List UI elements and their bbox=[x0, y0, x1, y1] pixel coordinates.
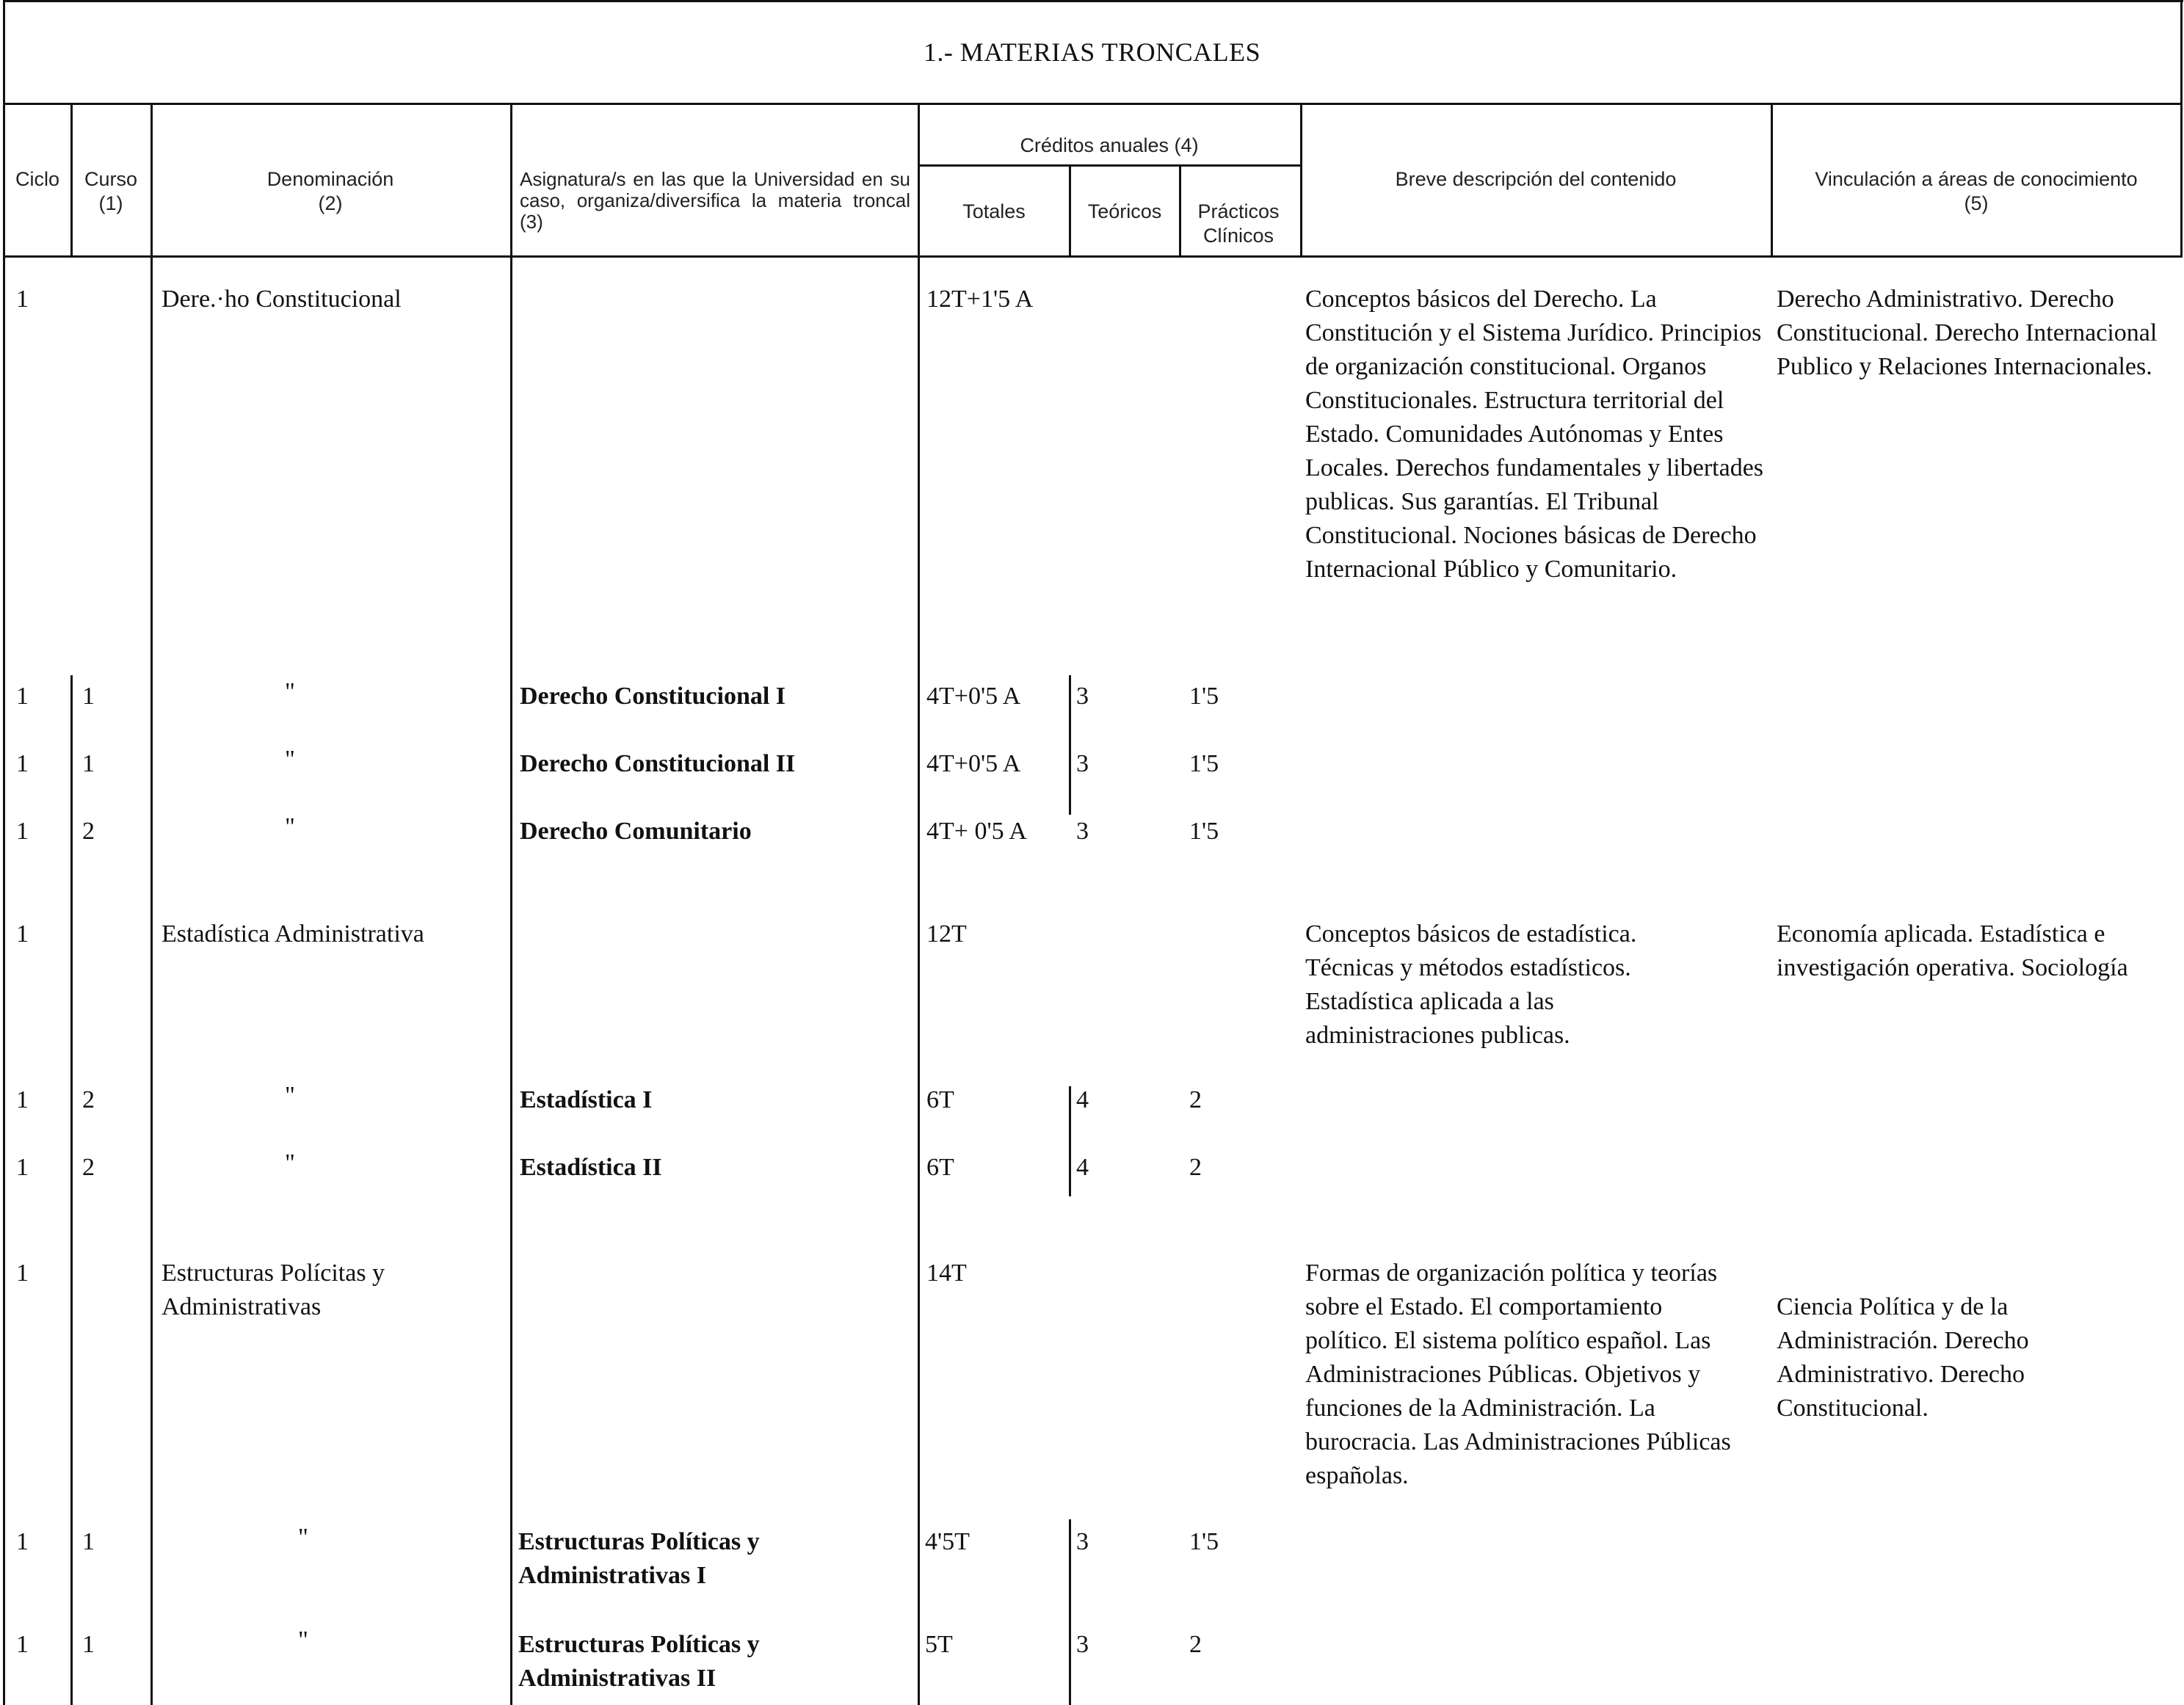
row-4-denominacion: Estadística Administrativa bbox=[162, 920, 424, 948]
row-2-curso: 1 bbox=[82, 750, 95, 777]
row-6-teoricos: 4 bbox=[1076, 1154, 1089, 1181]
row-2-asignatura: Derecho Constitucional II bbox=[520, 750, 796, 777]
row-2-teoricos: 3 bbox=[1076, 750, 1089, 777]
row-0-ciclo: 1 bbox=[16, 286, 29, 313]
header-col-sep-4 bbox=[918, 103, 920, 257]
title-divider bbox=[3, 103, 2183, 105]
row-8-asignatura: Estructuras Políticas y Administrativas I bbox=[518, 1528, 760, 1589]
row-1-asignatura: Derecho Constitucional I bbox=[520, 683, 786, 710]
row-5-totales: 6T bbox=[926, 1086, 954, 1113]
row-9-curso: 1 bbox=[82, 1631, 95, 1658]
row-2-denominacion: " bbox=[285, 746, 295, 773]
row-0-vinculacion: Derecho Administrativo. Derecho Constitucional. Derecho Internacional Publico y Relaciones Internacionales. bbox=[1777, 286, 2158, 380]
header-col-sep-7 bbox=[1300, 103, 1302, 257]
body-col-sep-teoricos-b bbox=[1069, 1086, 1071, 1196]
header-teoricos: Teóricos bbox=[1087, 200, 1162, 222]
row-1-denominacion: " bbox=[285, 678, 295, 705]
row-9-denominacion: " bbox=[298, 1626, 308, 1654]
row-9-practicos: 2 bbox=[1189, 1631, 1202, 1658]
row-0-descripcion: Conceptos básicos del Derecho. La Constitución y el Sistema Jurídico. Principios de organización constitucional. Organos Constitucionales. Estructura territorial del Estado. Comunidades Autónomas y Entes Locales. Derechos fundamentales y libertades publicas. Sus garantías. El Tribunal Constitucional. Nociones básicas de Derecho Internacional Público y Comunitario. bbox=[1305, 286, 1764, 583]
header-col-sep-6 bbox=[1179, 164, 1181, 257]
header-curso: Curso bbox=[84, 168, 138, 190]
header-vinculacion: Vinculación a áreas de conocimiento bbox=[1815, 168, 2138, 190]
row-7-vinculacion: Ciencia Política y de la Administración. Derecho Administrativo. Derecho Constitucional. bbox=[1777, 1293, 2029, 1422]
row-7-descripcion: Formas de organización política y teorías sobre el Estado. El comportamiento político. El sistema político español. Las Administraciones Públicas. Objetivos y funciones de la Administración. La burocracia. Las Administraciones Públicas españolas. bbox=[1305, 1259, 1731, 1489]
row-6-ciclo: 1 bbox=[16, 1154, 29, 1181]
row-7-ciclo: 1 bbox=[16, 1259, 29, 1287]
body-col-sep-teoricos-a bbox=[1069, 675, 1071, 815]
row-8-practicos: 1'5 bbox=[1189, 1528, 1219, 1555]
row-3-curso: 2 bbox=[82, 818, 95, 845]
page-title: 1.- MATERIAS TRONCALES bbox=[923, 37, 1261, 67]
header-totales: Totales bbox=[962, 200, 1026, 222]
header-col-sep-8 bbox=[1771, 103, 1773, 257]
row-4-totales: 12T bbox=[926, 920, 967, 948]
row-9-asignatura: Estructuras Políticas y Administrativas II bbox=[518, 1631, 760, 1692]
body-col-sep-asignatura bbox=[510, 257, 512, 1705]
row-6-practicos: 2 bbox=[1189, 1154, 1202, 1181]
header-descripcion: Breve descripción del contenido bbox=[1395, 168, 1677, 190]
header-col-sep-1 bbox=[70, 103, 73, 257]
row-6-curso: 2 bbox=[82, 1154, 95, 1181]
header-col-sep-5 bbox=[1069, 164, 1071, 257]
row-1-practicos: 1'5 bbox=[1189, 683, 1219, 710]
row-3-totales: 4T+ 0'5 A bbox=[926, 818, 1027, 845]
header-curso-note: (1) bbox=[98, 192, 123, 214]
row-4-vinculacion: Economía aplicada. Estadística e investigación operativa. Sociología bbox=[1777, 920, 2128, 981]
header-denominacion-note: (2) bbox=[318, 192, 343, 214]
row-8-ciclo: 1 bbox=[16, 1528, 29, 1555]
header-denominacion: Denominación bbox=[266, 168, 394, 190]
row-8-teoricos: 3 bbox=[1076, 1528, 1089, 1555]
row-8-denominacion: " bbox=[298, 1524, 308, 1551]
header-practicos: Prácticos Clínicos bbox=[1197, 200, 1280, 247]
row-5-asignatura: Estadística I bbox=[520, 1086, 653, 1113]
row-6-denominacion: " bbox=[285, 1149, 295, 1177]
body-col-sep-totales bbox=[918, 257, 920, 1705]
row-9-teoricos: 3 bbox=[1076, 1631, 1089, 1658]
row-2-ciclo: 1 bbox=[16, 750, 29, 777]
row-1-curso: 1 bbox=[82, 683, 95, 710]
header-vinculacion-note: (5) bbox=[1964, 192, 1989, 214]
row-5-practicos: 2 bbox=[1189, 1086, 1202, 1113]
row-5-curso: 2 bbox=[82, 1086, 95, 1113]
row-5-denominacion: " bbox=[285, 1082, 295, 1109]
body-col-sep-denominacion bbox=[150, 257, 153, 1705]
row-3-asignatura: Derecho Comunitario bbox=[520, 818, 752, 845]
row-3-ciclo: 1 bbox=[16, 818, 29, 845]
row-4-descripcion: Conceptos básicos de estadística. Técnicas y métodos estadísticos. Estadística aplicada a las administraciones publicas. bbox=[1305, 920, 1637, 1049]
row-3-practicos: 1'5 bbox=[1189, 818, 1219, 845]
row-0-totales: 12T+1'5 A bbox=[926, 286, 1034, 313]
row-6-totales: 6T bbox=[926, 1154, 954, 1181]
header-creditos: Créditos anuales (4) bbox=[1020, 134, 1199, 156]
row-9-totales: 5T bbox=[925, 1631, 953, 1658]
table-border-top bbox=[3, 0, 2183, 2]
row-2-practicos: 1'5 bbox=[1189, 750, 1219, 777]
row-5-ciclo: 1 bbox=[16, 1086, 29, 1113]
row-4-ciclo: 1 bbox=[16, 920, 29, 948]
creditos-subheader-divider bbox=[918, 164, 1300, 167]
row-7-totales: 14T bbox=[926, 1259, 967, 1287]
row-3-denominacion: " bbox=[285, 813, 295, 840]
header-ciclo: Ciclo bbox=[15, 168, 59, 190]
row-2-totales: 4T+0'5 A bbox=[926, 750, 1021, 777]
row-1-ciclo: 1 bbox=[16, 683, 29, 710]
row-8-curso: 1 bbox=[82, 1528, 95, 1555]
row-6-asignatura: Estadística II bbox=[520, 1154, 662, 1181]
body-col-sep-teoricos-c bbox=[1069, 1519, 1071, 1705]
row-7-denominacion: Estructuras Polícitas y Administrativas bbox=[162, 1259, 385, 1320]
row-9-ciclo: 1 bbox=[16, 1631, 29, 1658]
row-0-denominacion: Dere.·ho Constitucional bbox=[162, 286, 402, 313]
row-8-totales: 4'5T bbox=[925, 1528, 970, 1555]
body-col-sep-curso bbox=[70, 675, 73, 1705]
header-col-sep-3 bbox=[510, 103, 512, 257]
row-3-teoricos: 3 bbox=[1076, 818, 1089, 845]
header-divider bbox=[3, 255, 2183, 258]
row-1-teoricos: 3 bbox=[1076, 683, 1089, 710]
row-5-teoricos: 4 bbox=[1076, 1086, 1089, 1113]
header-asignatura: Asignatura/s en las que la Universidad en su caso, organiza/diversifica la materia troncal (3) bbox=[520, 168, 910, 233]
row-1-totales: 4T+0'5 A bbox=[926, 683, 1021, 710]
